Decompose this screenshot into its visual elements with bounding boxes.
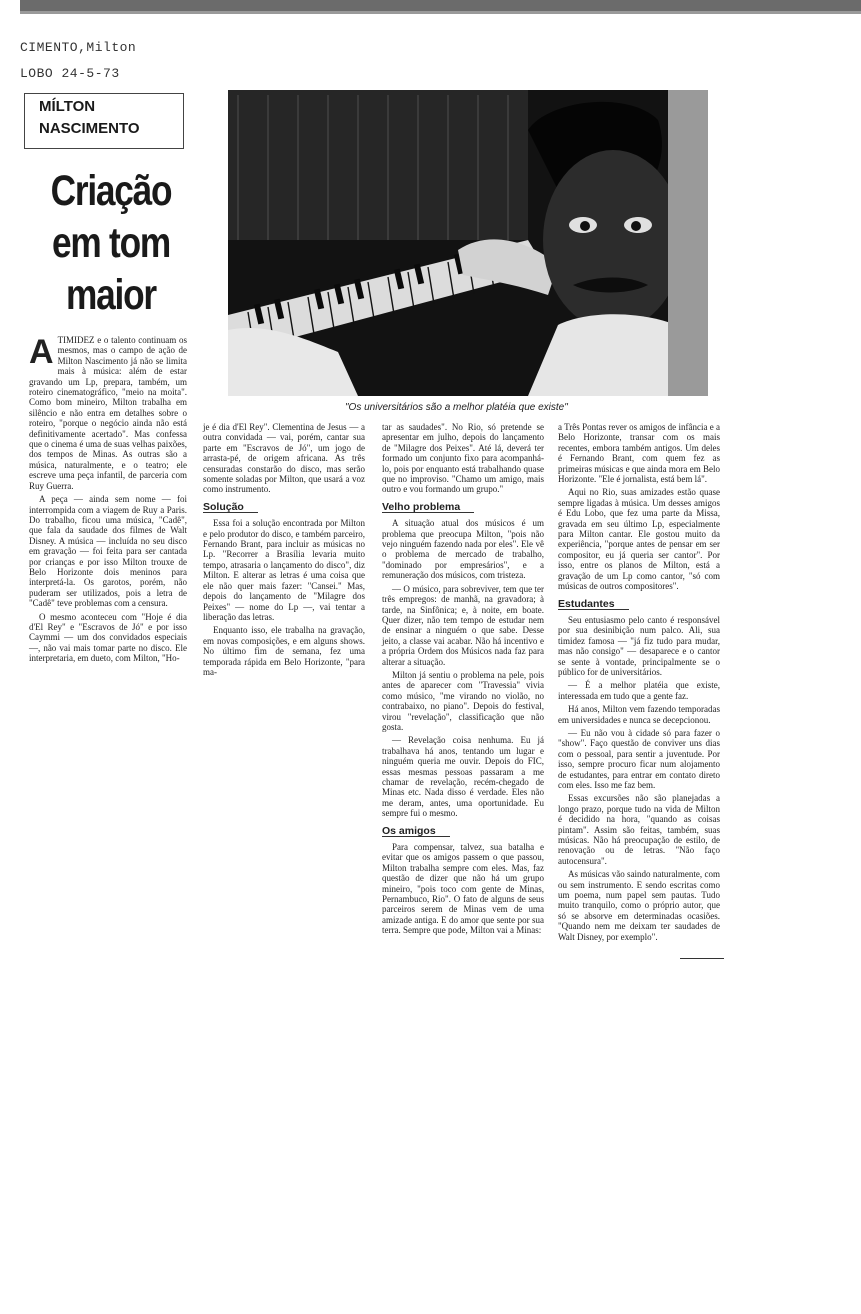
paragraph: Seu entusiasmo pelo canto é responsável por sua desinibição num palco. Ali, sua timidez famosa — "já fiz tudo para mudar, mas não consigo" — desaparece e o cantor se sente à vontade, principalmente se o público for de universitários. [558, 614, 720, 677]
paragraph: ATIMIDEZ e o talento continuam os mesmos, mas o campo de ação de Milton Nascimento já não se limita mais à música: além de estar gravando um Lp, prepara, também, um roteiro cinematográfico, "meio na moita". Como bom mineiro, Milton trabalha em silêncio e não entra em detalhes sobre o roteiro, "porque o negócio ainda não está definitivamente acertado". Mas confessa que o cinema é uma de suas velhas paixões, dos tempos de Minas. As outras são a música, naturalmente, e o teatro; ele escreve uma peça infantil, de parceria com Ruy Guerra. [29, 333, 187, 491]
scan-border [20, 0, 861, 14]
paragraph: Milton já sentiu o problema na pele, pois antes de aparecer com "Travessia" vivia como músico, "me virando no violão, no contrabaixo, no piano". Depois do festival, virou "revelação", classificação que não gosta. [382, 669, 544, 732]
paragraph: Há anos, Milton vem fazendo temporadas em universidades e nunca se decepcionou. [558, 704, 720, 725]
paragraph: As músicas vão saindo naturalmente, com ou sem instrumento. E sendo escritas como um poema, num papel sem pautas. Tudo muito tranquilo, como o próprio autor, que só se absorve em determinadas ocasiões. "Quando nem me deixam ter saudades de Walt Disney, por exemplo". [558, 869, 720, 942]
paragraph: a Três Pontas rever os amigos de infância e a Belo Horizonte, transar com os mais recentes, embora também antigos. Um deles é Fernando Brant, com quem fez as primeiras músicas e que ainda mora em Belo Horizonte. "Ele é jornalista, está bem lá". [558, 422, 720, 485]
end-of-article-rule [680, 958, 724, 959]
paragraph: je é dia d'El Rey". Clementina de Jesus — a outra convidada — vai, porém, cantar sua parte em "Escravos de Jó", um jogo de arrasta-pé, de origem africana. As três censuradas constarão do disco, mas serão somente soladas por Milton, que usará a voz como instrumento. [203, 422, 365, 495]
milton-at-piano-photo [228, 90, 708, 396]
archive-stamp-date: LOBO 24-5-73 [20, 66, 120, 81]
kicker-line-2: NASCIMENTO [39, 120, 140, 137]
paragraph: Aqui no Rio, suas amizades estão quase sempre ligadas à música. Um desses amigos é Edu Lobo, que fez uma parte da Missa, gravada em seu último Lp, especialmente para Milton cantar. Ele gostou muito da experiência, "porque antes de pensar em ser compositor, eu já queria ser cantor". Por isso, entre os planos de Milton, está a gravação de um Lp como cantor, "só com músicas de outros compositores". [558, 487, 720, 592]
subhead-estudantes: Estudantes [558, 599, 629, 610]
paragraph: — É a melhor platéia que existe, interessada em tudo que a gente faz. [558, 680, 720, 701]
headline-line-1: Criação [50, 167, 172, 215]
paragraph: tar as saudades". No Rio, só pretende se apresentar em julho, depois do lançamento de "Milagre dos Peixes". Até lá, deverá ter formado um conjunto fixo para acompanhá-lo, pois por enquanto está trabalhando quase que no improviso. "Chamo um amigo, mais outro e vou formando um grupo." [382, 422, 544, 495]
paragraph: A peça — ainda sem nome — foi interrompida com a viagem de Ruy a Paris. Do trabalho, ficou uma música, "Cadê", que fala da saudade dos filmes de Walt Disney. A música — incluída no seu disco em gravação — foi feita para ser cantada por crianças e por isso Milton trouxe de Belo Horizonte dois meninos para interpretá-la. Os garotos, porém, não puderam ser utilizados, pois a letra de "Cadê" teve problemas com a censura. [29, 494, 187, 609]
section-kicker [24, 93, 184, 149]
paragraph: Para compensar, talvez, sua batalha e evitar que os amigos passem o que passou, Milton trabalha sempre com eles. Mas, faz questão de dizer que não há um grupo mineiro, "pois toco com gente de Minas, Pernambuco, Rio". O fato de alguns de seus parceiros serem de Minas vem de uma amizade antiga. E do amor que sente por sua terra. Sempre que pode, Milton vai a Minas: [382, 842, 544, 936]
paragraph: Essa foi a solução encontrada por Milton e pelo produtor do disco, e também parceiro, Fernando Brant, para incluir as músicas no Lp. "Recorrer a Brasília levaria muito tempo, atrasaria o lançamento do disco", diz Milton. E alterar as letras é uma coisa que ele não quer mais fazer: "Cansei." Mas, depois do lançamento de "Milagre dos Peixes" — nome do Lp —, vai tentar a liberação das letras. [203, 518, 365, 622]
paragraph: A situação atual dos músicos é um problema que preocupa Milton, "pois não vejo ninguém fazendo nada por eles". Ele vê o problema de mercado de trabalho, "dominado por empresários", e a remuneração dos músicos, com tristeza. [382, 518, 544, 581]
paragraph: — O músico, para sobreviver, tem que ter três empregos: de manhã, na gravadora; à tarde, na Sinfônica; e, à noite, em boate. Quer dizer, não tem tempo de estudar nem de ensinar a ninguém o que sabe. Desse jeito, a classe vai acabar. Não há incentivo e a própria Ordem dos Músicos nada faz para alterar a situação. [382, 583, 544, 667]
headline-line-3: maior [66, 271, 156, 319]
paragraph: Essas excursões não são planejadas a longo prazo, porque tudo na vida de Milton é decidido na hora, "quando as coisas pintam". Assim são feitas, também, suas músicas. Não há preocupação de estilo, de renovação ou de letras. "Não faço autocensura". [558, 793, 720, 866]
subhead-solucao: Solução [203, 502, 258, 513]
paragraph: Enquanto isso, ele trabalha na gravação, em novas composições, e em alguns shows. No último fim de semana, fez uma temporada rápida em Belo Horizonte, "para ma- [203, 625, 365, 677]
drop-cap: A [29, 333, 54, 371]
photo-caption: "Os universitários são a melhor platéia que existe" [345, 402, 568, 413]
headline [41, 165, 180, 321]
article-column-2 [203, 422, 365, 680]
paragraph: — Revelação coisa nenhuma. Eu já trabalhava há anos, tentando um lugar e ninguém queria me ouvir. Depois do FIC, essas mesmas pessoas passaram a me chamar de revelação, recém-chegado de Minas etc. Nada disso é verdade. Eles não me deram, antes, uma oportunidade. Eu sempre fui o mesmo. [382, 735, 544, 819]
article-column-1 [29, 335, 187, 667]
subhead-os-amigos: Os amigos [382, 826, 450, 837]
archive-stamp-name: CIMENTO,Milton [20, 40, 137, 55]
article-column-4 [558, 422, 720, 945]
article-column-3 [382, 422, 544, 939]
headline-line-2: em tom [51, 219, 171, 267]
kicker-line-1: MÍLTON [39, 98, 96, 115]
paragraph: — Eu não vou à cidade só para fazer o "show". Faço questão de conviver uns dias com o pessoal, para sentir a juventude. Por isso, sempre procuro ficar num alojamento de estudantes, para entrar em contato direto com eles. Isso me faz bem. [558, 727, 720, 790]
subhead-velho-problema: Velho problema [382, 502, 474, 513]
paragraph: O mesmo aconteceu com "Hoje é dia d'El Rey" e "Escravos de Jó" e por isso Caymmi — um dos convidados especiais —, não vai mais tomar parte no disco. Ele interpretaria, em dueto, com Milton, "Ho- [29, 611, 187, 664]
